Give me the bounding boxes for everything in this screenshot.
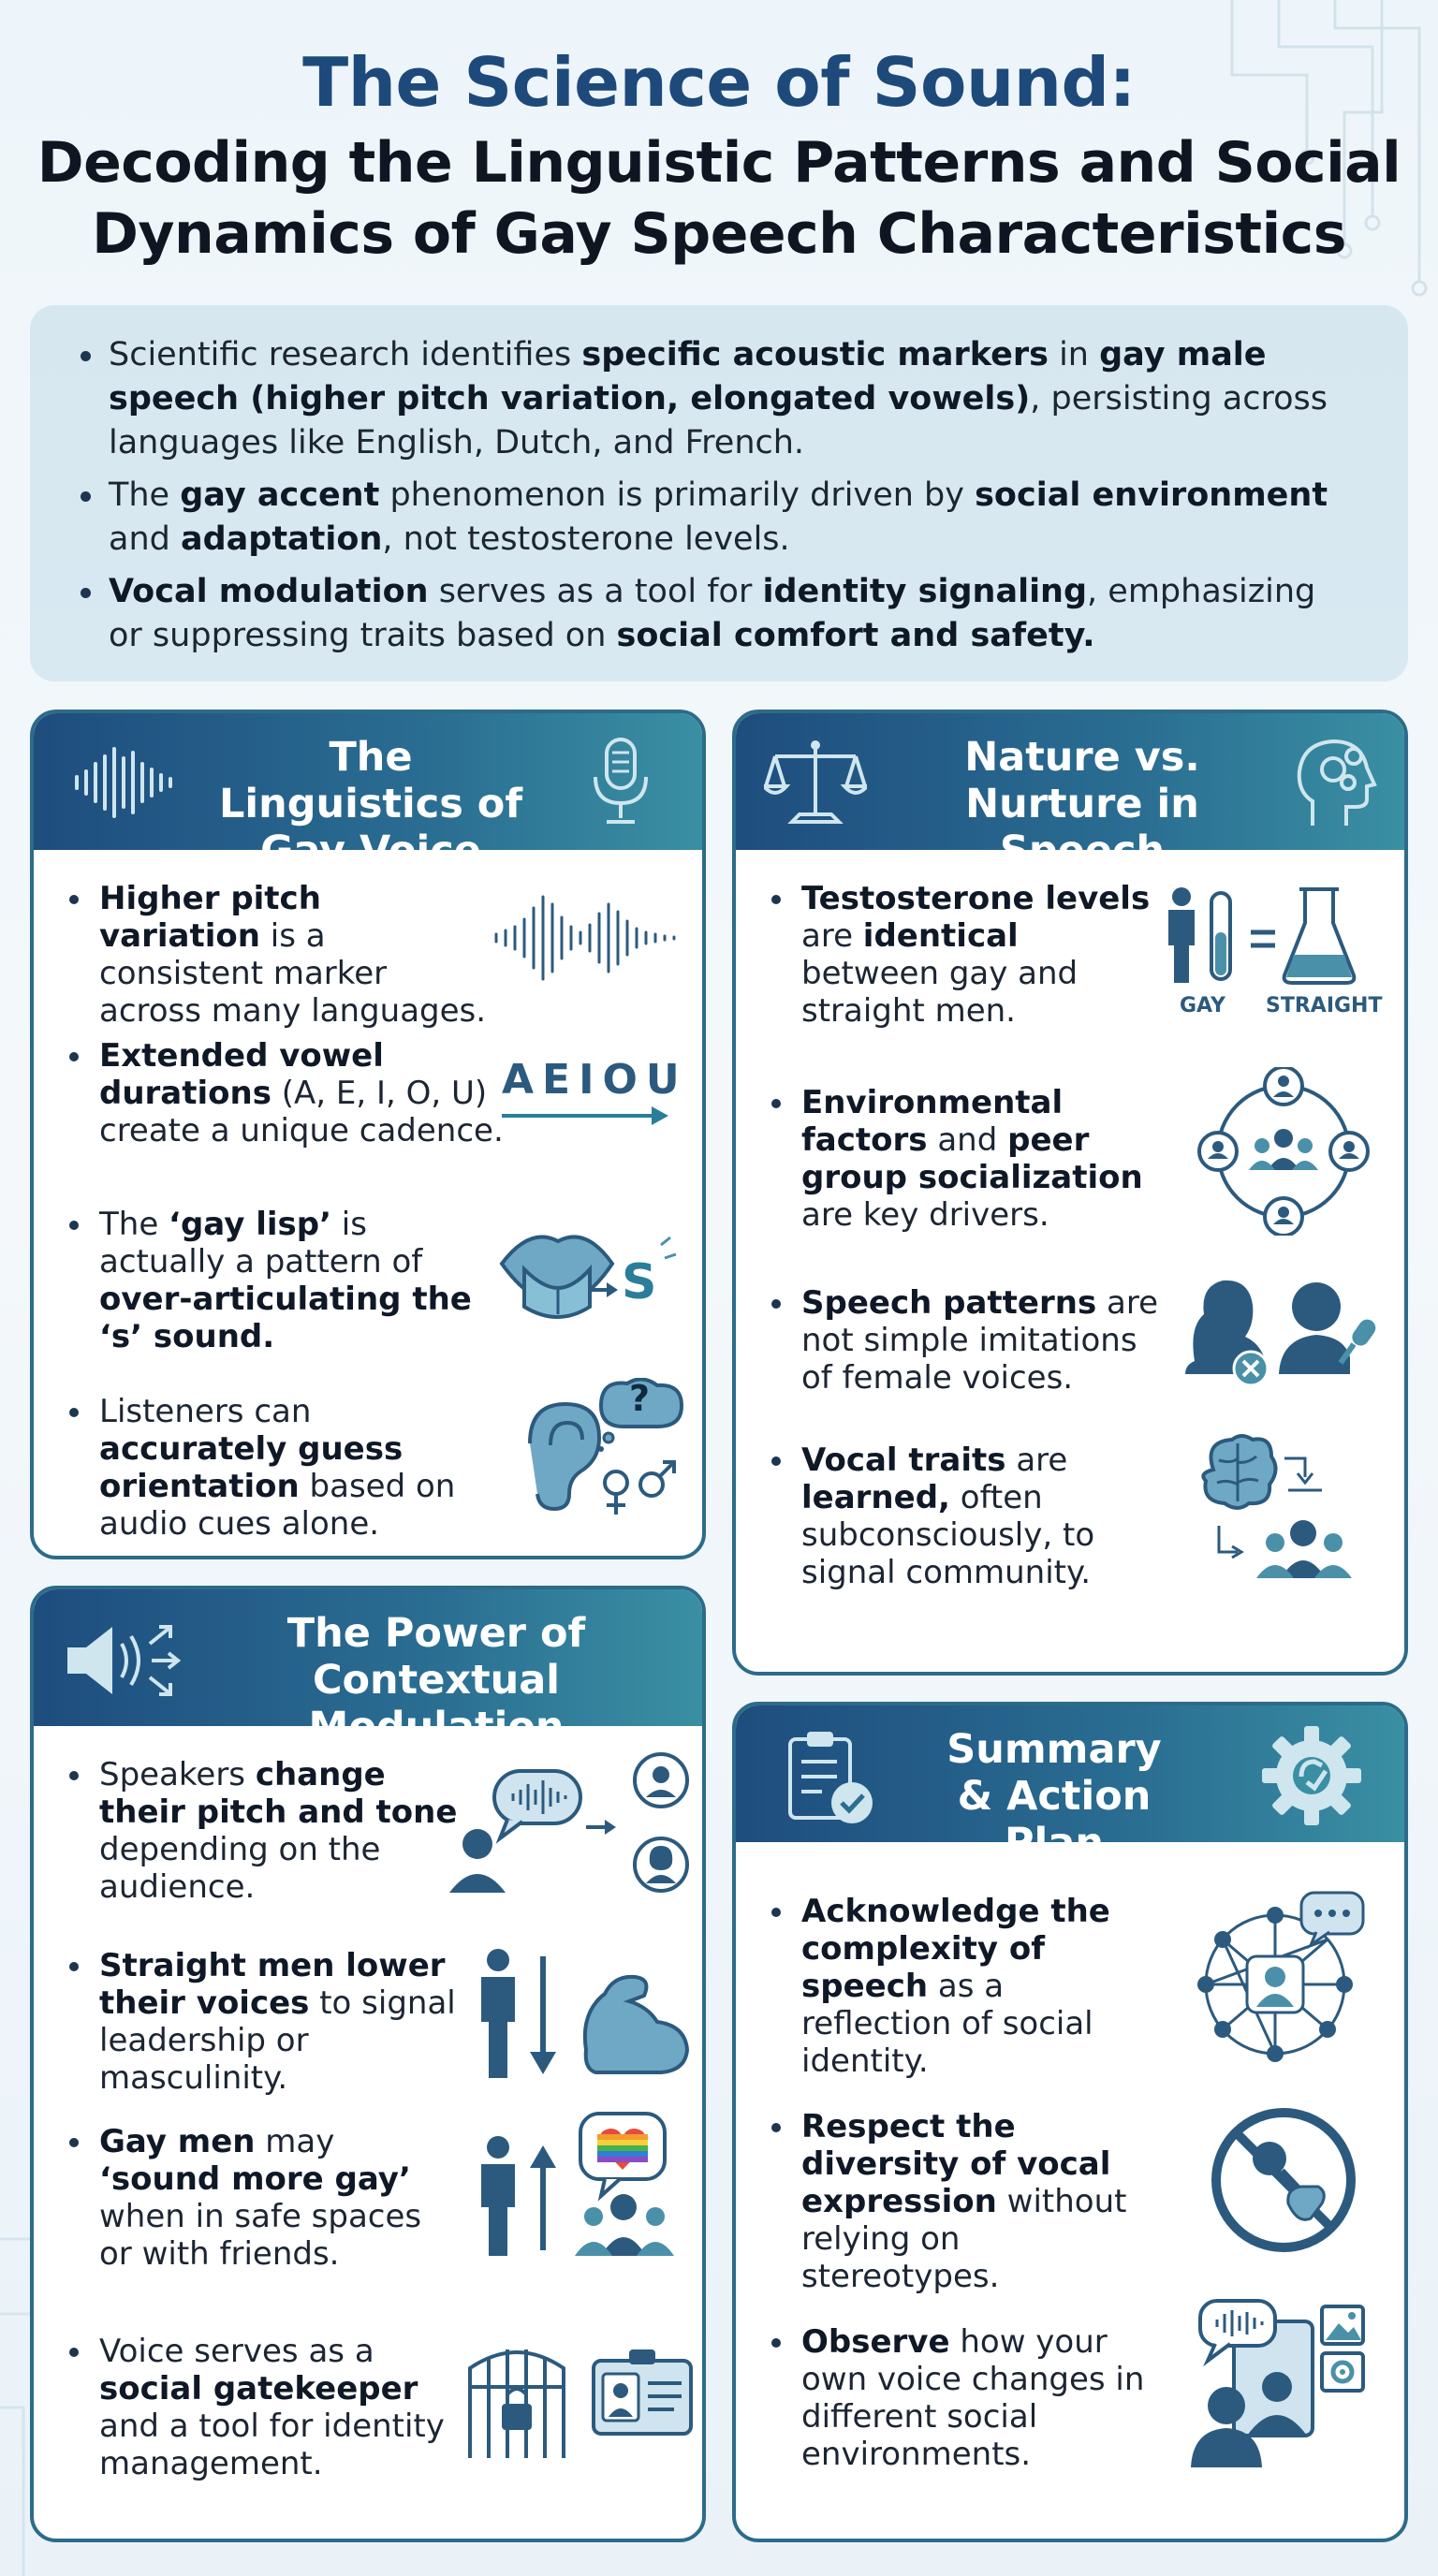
man-down-arrow-muscle-icon xyxy=(464,1947,698,2087)
emphasis-text: identity signaling xyxy=(762,573,1088,610)
panel-linguistics xyxy=(30,710,706,1559)
self-reflection-voice-icon xyxy=(1185,2295,1372,2473)
clipboard-check-icon xyxy=(785,1728,874,1827)
body-text: to signal leadership or masculinity. xyxy=(99,1984,456,2097)
body-text: are key drivers. xyxy=(801,1196,1049,1234)
emphasis-text: Testosterone levels xyxy=(801,880,1151,917)
label-gay: GAY xyxy=(1180,994,1225,1017)
body-text: and a tool for identity management. xyxy=(99,2408,445,2482)
body-text: between gay and straight men. xyxy=(801,955,1078,1030)
emphasis-text: gay male speech (higher pitch variation, elongated vowels) xyxy=(109,336,1267,417)
body-text: and xyxy=(927,1121,1008,1159)
panel-linguistics-title: The Linguistics of Gay Voice xyxy=(218,734,523,874)
panel-summary-header xyxy=(736,1705,1404,1866)
panel-nature-header xyxy=(736,713,1404,874)
speaker-icon xyxy=(62,1616,183,1705)
body-text: are xyxy=(801,917,863,955)
emphasis-text: Higher pitch variation xyxy=(99,880,321,955)
body-text: The xyxy=(99,1206,169,1243)
emphasis-text: change their pitch and tone xyxy=(99,1756,458,1831)
emphasis-text: specific acoustic markers xyxy=(581,336,1049,373)
female-male-mic-icon xyxy=(1176,1271,1391,1393)
emphasis-text: Acknowledge the complexity of speech xyxy=(801,1893,1110,2005)
body-text: often subconsciously, to signal community. xyxy=(801,1479,1095,1591)
arrow-right-icon xyxy=(502,1104,670,1128)
intro-bullet-2 xyxy=(109,474,1352,562)
waveform-icon xyxy=(492,891,680,985)
scales-icon xyxy=(764,736,867,829)
body-text: without relying on stereotypes. xyxy=(801,2183,1127,2295)
vowels-text: AEIOU xyxy=(502,1056,688,1104)
body-text: serves as a tool for xyxy=(428,573,763,610)
linguistics-item-1 xyxy=(66,880,487,1030)
intro-summary-box xyxy=(30,305,1408,681)
panel-modulation xyxy=(30,1586,706,2542)
emphasis-text: ‘sound more gay’ xyxy=(99,2160,411,2198)
emphasis-text: Observe xyxy=(801,2323,950,2361)
no-stereotype-mic-icon xyxy=(1204,2100,1363,2260)
intro-bullet-1 xyxy=(109,333,1352,465)
title-main: The Science of Sound: xyxy=(302,43,1136,122)
body-text: how your own voice changes in different social environments. xyxy=(801,2323,1145,2473)
brain-learning-group-icon xyxy=(1195,1432,1372,1591)
question-mark: ? xyxy=(629,1378,651,1419)
emphasis-text: peer group socialization xyxy=(801,1121,1143,1196)
emphasis-text: ‘gay lisp’ xyxy=(169,1206,331,1243)
nature-item-2 xyxy=(768,1084,1170,1234)
s-letter: S xyxy=(622,1254,657,1310)
ear-question-icon xyxy=(511,1378,689,1518)
linguistics-item-2 xyxy=(66,1037,506,1149)
gate-lock-id-badge-icon xyxy=(464,2331,698,2462)
sound-wave-icon xyxy=(71,747,183,818)
tongue-s-icon xyxy=(492,1217,680,1329)
title-sub-line1: Decoding the Linguistic Patterns and Social xyxy=(37,130,1401,196)
summary-item-2 xyxy=(768,2108,1161,2295)
testosterone-comparison-graphic xyxy=(1159,886,1384,1017)
ear-icon xyxy=(511,1378,689,1518)
panel-modulation-title: The Power of Contextual Modulation xyxy=(286,1610,586,1750)
nature-item-3 xyxy=(768,1284,1170,1397)
modulation-item-1 xyxy=(66,1756,459,1906)
person-tube-flask-icon xyxy=(1159,886,1384,988)
emphasis-text: social comfort and safety. xyxy=(616,617,1095,654)
emphasis-text: identical xyxy=(862,917,1019,955)
panel-nature-title: Nature vs. Nurture in Speech xyxy=(964,734,1200,874)
modulation-item-3 xyxy=(66,2123,459,2273)
body-text: is actually a pattern of xyxy=(99,1206,423,1281)
panel-nature-nurture xyxy=(732,710,1408,1676)
panel-summary-title: Summary & Action Plan xyxy=(946,1726,1162,1866)
head-gears-icon xyxy=(1294,736,1387,829)
panel-summary xyxy=(732,1702,1408,2542)
emphasis-text: Respect the diversity of vocal expression xyxy=(801,2108,1111,2220)
body-text: , persisting across languages like English, Dutch, and French. xyxy=(109,380,1328,461)
speaker-audience-icon xyxy=(446,1752,698,1911)
emphasis-text: learned, xyxy=(801,1479,950,1516)
modulation-item-2 xyxy=(66,1947,459,2097)
body-text: Listeners can xyxy=(99,1393,312,1430)
body-text: is a consistent marker across many languages. xyxy=(99,917,487,1030)
linguistics-item-4 xyxy=(66,1393,487,1543)
emphasis-text: social gatekeeper xyxy=(99,2370,418,2408)
body-text: may xyxy=(255,2123,335,2160)
man-up-arrow-heart-group-icon xyxy=(464,2110,698,2260)
panel-modulation-header xyxy=(34,1589,702,1750)
body-text: The xyxy=(109,476,181,514)
peer-group-network-icon xyxy=(1195,1067,1372,1236)
body-text: based on audio cues alone. xyxy=(99,1468,456,1543)
body-text: are not simple imitations of female voices. xyxy=(801,1284,1158,1397)
emphasis-text: Environmental factors xyxy=(801,1084,1064,1159)
intro-bullet-3 xyxy=(109,570,1352,658)
panel-linguistics-header xyxy=(34,713,702,874)
summary-item-1 xyxy=(768,1893,1161,2080)
body-text: Scientific research identifies xyxy=(109,336,582,373)
summary-item-3 xyxy=(768,2323,1161,2473)
body-text: when in safe spaces or with friends. xyxy=(99,2198,422,2273)
gear-icon xyxy=(1260,1724,1363,1827)
linguistics-item-3 xyxy=(66,1206,487,1355)
social-network-chat-icon xyxy=(1185,1887,1372,2065)
body-text: depending on the audience. xyxy=(99,1831,381,1906)
emphasis-text: Extended vowel durations xyxy=(99,1037,384,1112)
microphone-icon xyxy=(586,736,655,829)
body-text: , emphasizing or suppressing traits based on xyxy=(109,573,1316,654)
page-title xyxy=(0,37,1438,270)
emphasis-text: social environment xyxy=(975,476,1328,514)
body-text: as a reflection of social identity. xyxy=(801,1968,1093,2080)
emphasis-text: Straight men lower their voices xyxy=(99,1947,446,2022)
nature-item-1 xyxy=(768,880,1161,1030)
emphasis-text: Gay men xyxy=(99,2123,256,2160)
body-text: (A, E, I, O, U) create a unique cadence. xyxy=(99,1075,504,1149)
vowels-label xyxy=(502,1056,688,1128)
label-straight: STRAIGHT xyxy=(1266,994,1383,1017)
body-text: , not testosterone levels. xyxy=(382,520,790,558)
emphasis-text: accurately guess orientation xyxy=(99,1430,404,1505)
emphasis-text: Vocal modulation xyxy=(109,573,429,610)
emphasis-text: Speech patterns xyxy=(801,1284,1097,1322)
nature-item-4 xyxy=(768,1442,1180,1591)
title-sub-line2: Dynamics of Gay Speech Characteristics xyxy=(92,201,1346,267)
body-text: are xyxy=(1005,1442,1068,1479)
emphasis-text: Vocal traits xyxy=(801,1442,1006,1479)
body-text: and xyxy=(109,520,181,558)
emphasis-text: gay accent xyxy=(180,476,380,514)
body-text: phenomenon is primarily driven by xyxy=(379,476,976,514)
modulation-item-4 xyxy=(66,2333,468,2482)
emphasis-text: over-articulating the ‘s’ sound. xyxy=(99,1281,472,1355)
body-text: Voice serves as a xyxy=(99,2333,374,2370)
body-text: Speakers xyxy=(99,1756,256,1793)
body-text: in xyxy=(1048,336,1100,373)
emphasis-text: adaptation xyxy=(180,520,383,558)
